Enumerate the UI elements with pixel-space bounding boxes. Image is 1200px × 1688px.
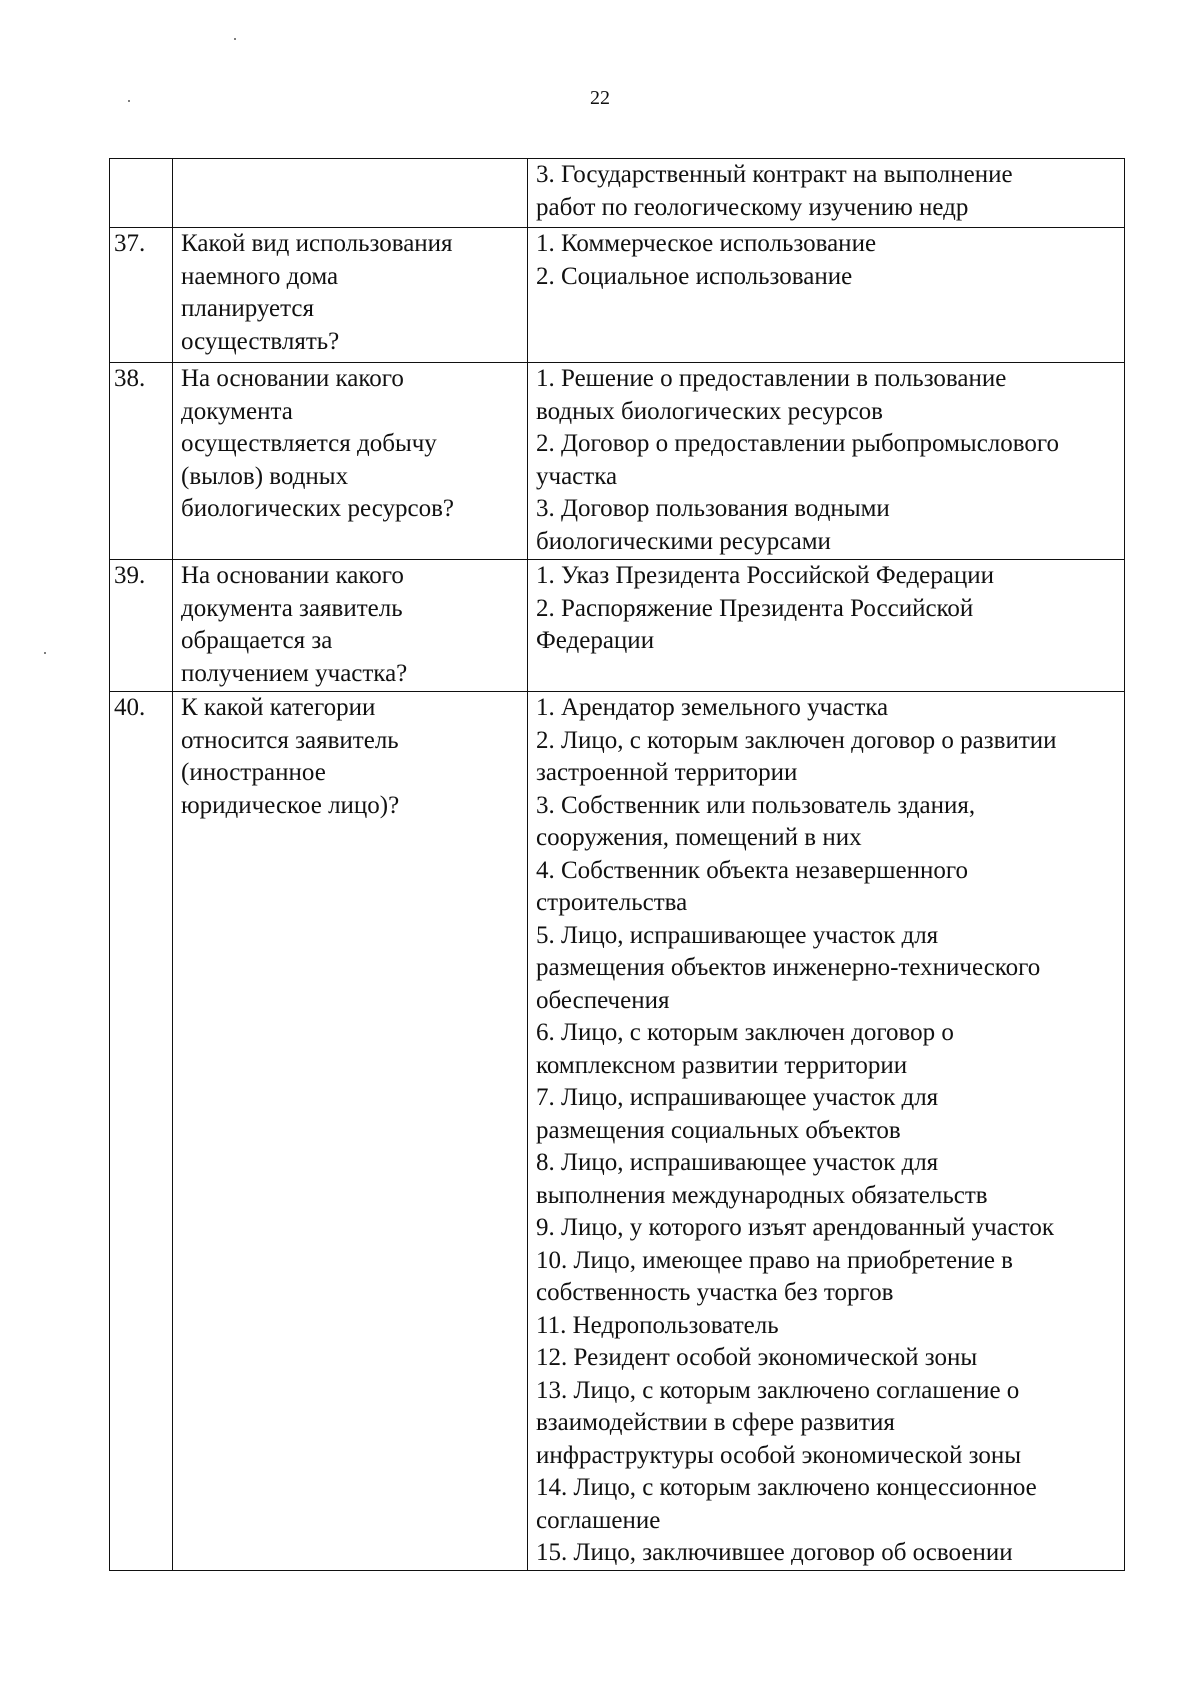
answer-option: размещения объектов инженерно-технического xyxy=(536,954,1041,981)
answers-cell xyxy=(528,228,1125,363)
question-line: осуществлять? xyxy=(181,327,340,355)
answer-option: 2. Договор о предоставлении рыбопромыслового xyxy=(536,430,1060,457)
answer-option: 7. Лицо, испрашивающее участок для xyxy=(536,1084,939,1111)
answer-option: 9. Лицо, у которого изъят арендованный участок xyxy=(536,1214,1054,1241)
question-line: (иностранное xyxy=(181,759,326,786)
row-number: 39. xyxy=(114,562,146,589)
question-cell xyxy=(173,228,528,363)
question-line: Какой вид использования xyxy=(181,230,453,257)
answers-cell xyxy=(528,560,1125,692)
answer-option: 2. Распоряжение Президента Российской xyxy=(536,594,974,622)
answer-option: собственность участка без торгов xyxy=(536,1279,894,1306)
scan-speck xyxy=(234,38,236,40)
question-line: На основании какого xyxy=(181,365,404,392)
document-table xyxy=(109,158,1125,1571)
answers-cell xyxy=(528,692,1125,1571)
question-line: планируется xyxy=(181,295,314,322)
answer-option: 2. Социальное использование xyxy=(536,262,853,290)
answer-option: 15. Лицо, заключившее договор об освоении xyxy=(536,1539,1013,1566)
answer-option: инфраструктуры особой экономической зоны xyxy=(536,1441,1022,1469)
question-line: (вылов) водных xyxy=(181,462,349,490)
answer-option: 1. Решение о предоставлении в пользование xyxy=(536,365,1007,392)
answer-option: застроенной территории xyxy=(536,759,798,786)
question-line: документа xyxy=(181,397,293,425)
answer-option: 1. Коммерческое использование xyxy=(536,230,877,257)
row-number-cell xyxy=(110,560,173,692)
question-line: На основании какого xyxy=(181,562,404,589)
table-row xyxy=(110,692,1125,1571)
answer-option: выполнения международных обязательств xyxy=(536,1181,988,1209)
answer-option: работ по геологическому изучению недр xyxy=(536,193,969,221)
answer-option: 1. Арендатор земельного участка xyxy=(536,694,889,721)
question-line: юридическое лицо)? xyxy=(181,791,400,819)
answer-option: 2. Лицо, с которым заключен договор о развитии xyxy=(536,726,1057,754)
question-line: документа заявитель xyxy=(181,594,403,622)
answer-option: 3. Собственник или пользователь здания, xyxy=(536,791,976,819)
question-cell xyxy=(173,363,528,560)
answer-option: взаимодействии в сфере развития xyxy=(536,1409,895,1436)
answer-option: 12. Резидент особой экономической зоны xyxy=(536,1344,978,1371)
table-row xyxy=(110,363,1125,560)
answer-option: 14. Лицо, с которым заключено концессионное xyxy=(536,1474,1037,1501)
answer-option: 3. Договор пользования водными xyxy=(536,495,890,522)
question-line: обращается за xyxy=(181,627,333,654)
question-line: относится заявитель xyxy=(181,726,399,754)
question-line: К какой категории xyxy=(181,694,376,721)
question-cell xyxy=(173,560,528,692)
answer-option: строительства xyxy=(536,889,688,916)
answer-option: Федерации xyxy=(536,627,655,654)
answer-option: обеспечения xyxy=(536,986,670,1014)
table-row xyxy=(110,560,1125,692)
answer-option: водных биологических ресурсов xyxy=(536,397,883,425)
answers-cell xyxy=(528,159,1125,228)
row-number-cell xyxy=(110,228,173,363)
question-cell xyxy=(173,692,528,1571)
scan-speck xyxy=(44,652,46,654)
table-row xyxy=(110,228,1125,363)
answer-option: комплексном развитии территории xyxy=(536,1051,908,1079)
answer-option: соглашение xyxy=(536,1506,661,1534)
page-number: 22 xyxy=(590,87,610,109)
answers-cell xyxy=(528,363,1125,560)
answer-option: 4. Собственник объекта незавершенного xyxy=(536,856,968,884)
question-line: осуществляется добычу xyxy=(181,430,437,457)
answer-option: 8. Лицо, испрашивающее участок для xyxy=(536,1149,939,1176)
row-number-cell xyxy=(110,159,173,228)
answer-option: размещения социальных объектов xyxy=(536,1116,901,1144)
question-line: получением участка? xyxy=(181,659,408,687)
table-body xyxy=(110,159,1125,1571)
answer-option: 10. Лицо, имеющее право на приобретение в xyxy=(536,1246,1013,1274)
question-line: наемного дома xyxy=(181,262,339,290)
table-row xyxy=(110,159,1125,228)
question-line: биологических ресурсов? xyxy=(181,495,455,522)
row-number: 38. xyxy=(114,365,146,392)
row-number: 40. xyxy=(114,694,146,721)
row-number-cell xyxy=(110,363,173,560)
row-number-cell xyxy=(110,692,173,1571)
answer-option: участка xyxy=(536,462,618,490)
answer-option: 6. Лицо, с которым заключен договор о xyxy=(536,1019,954,1046)
row-number: 37. xyxy=(114,230,146,257)
answer-option: 1. Указ Президента Российской Федерации xyxy=(536,562,994,589)
answer-option: биологическими ресурсами xyxy=(536,527,831,555)
answer-option: 5. Лицо, испрашивающее участок для xyxy=(536,921,939,949)
answer-option: сооружения, помещений в них xyxy=(536,824,862,851)
answer-option: 13. Лицо, с которым заключено соглашение о xyxy=(536,1376,1020,1404)
question-cell xyxy=(173,159,528,228)
answer-option: 11. Недропользователь xyxy=(536,1311,779,1339)
answer-option: 3. Государственный контракт на выполнение xyxy=(536,161,1013,188)
